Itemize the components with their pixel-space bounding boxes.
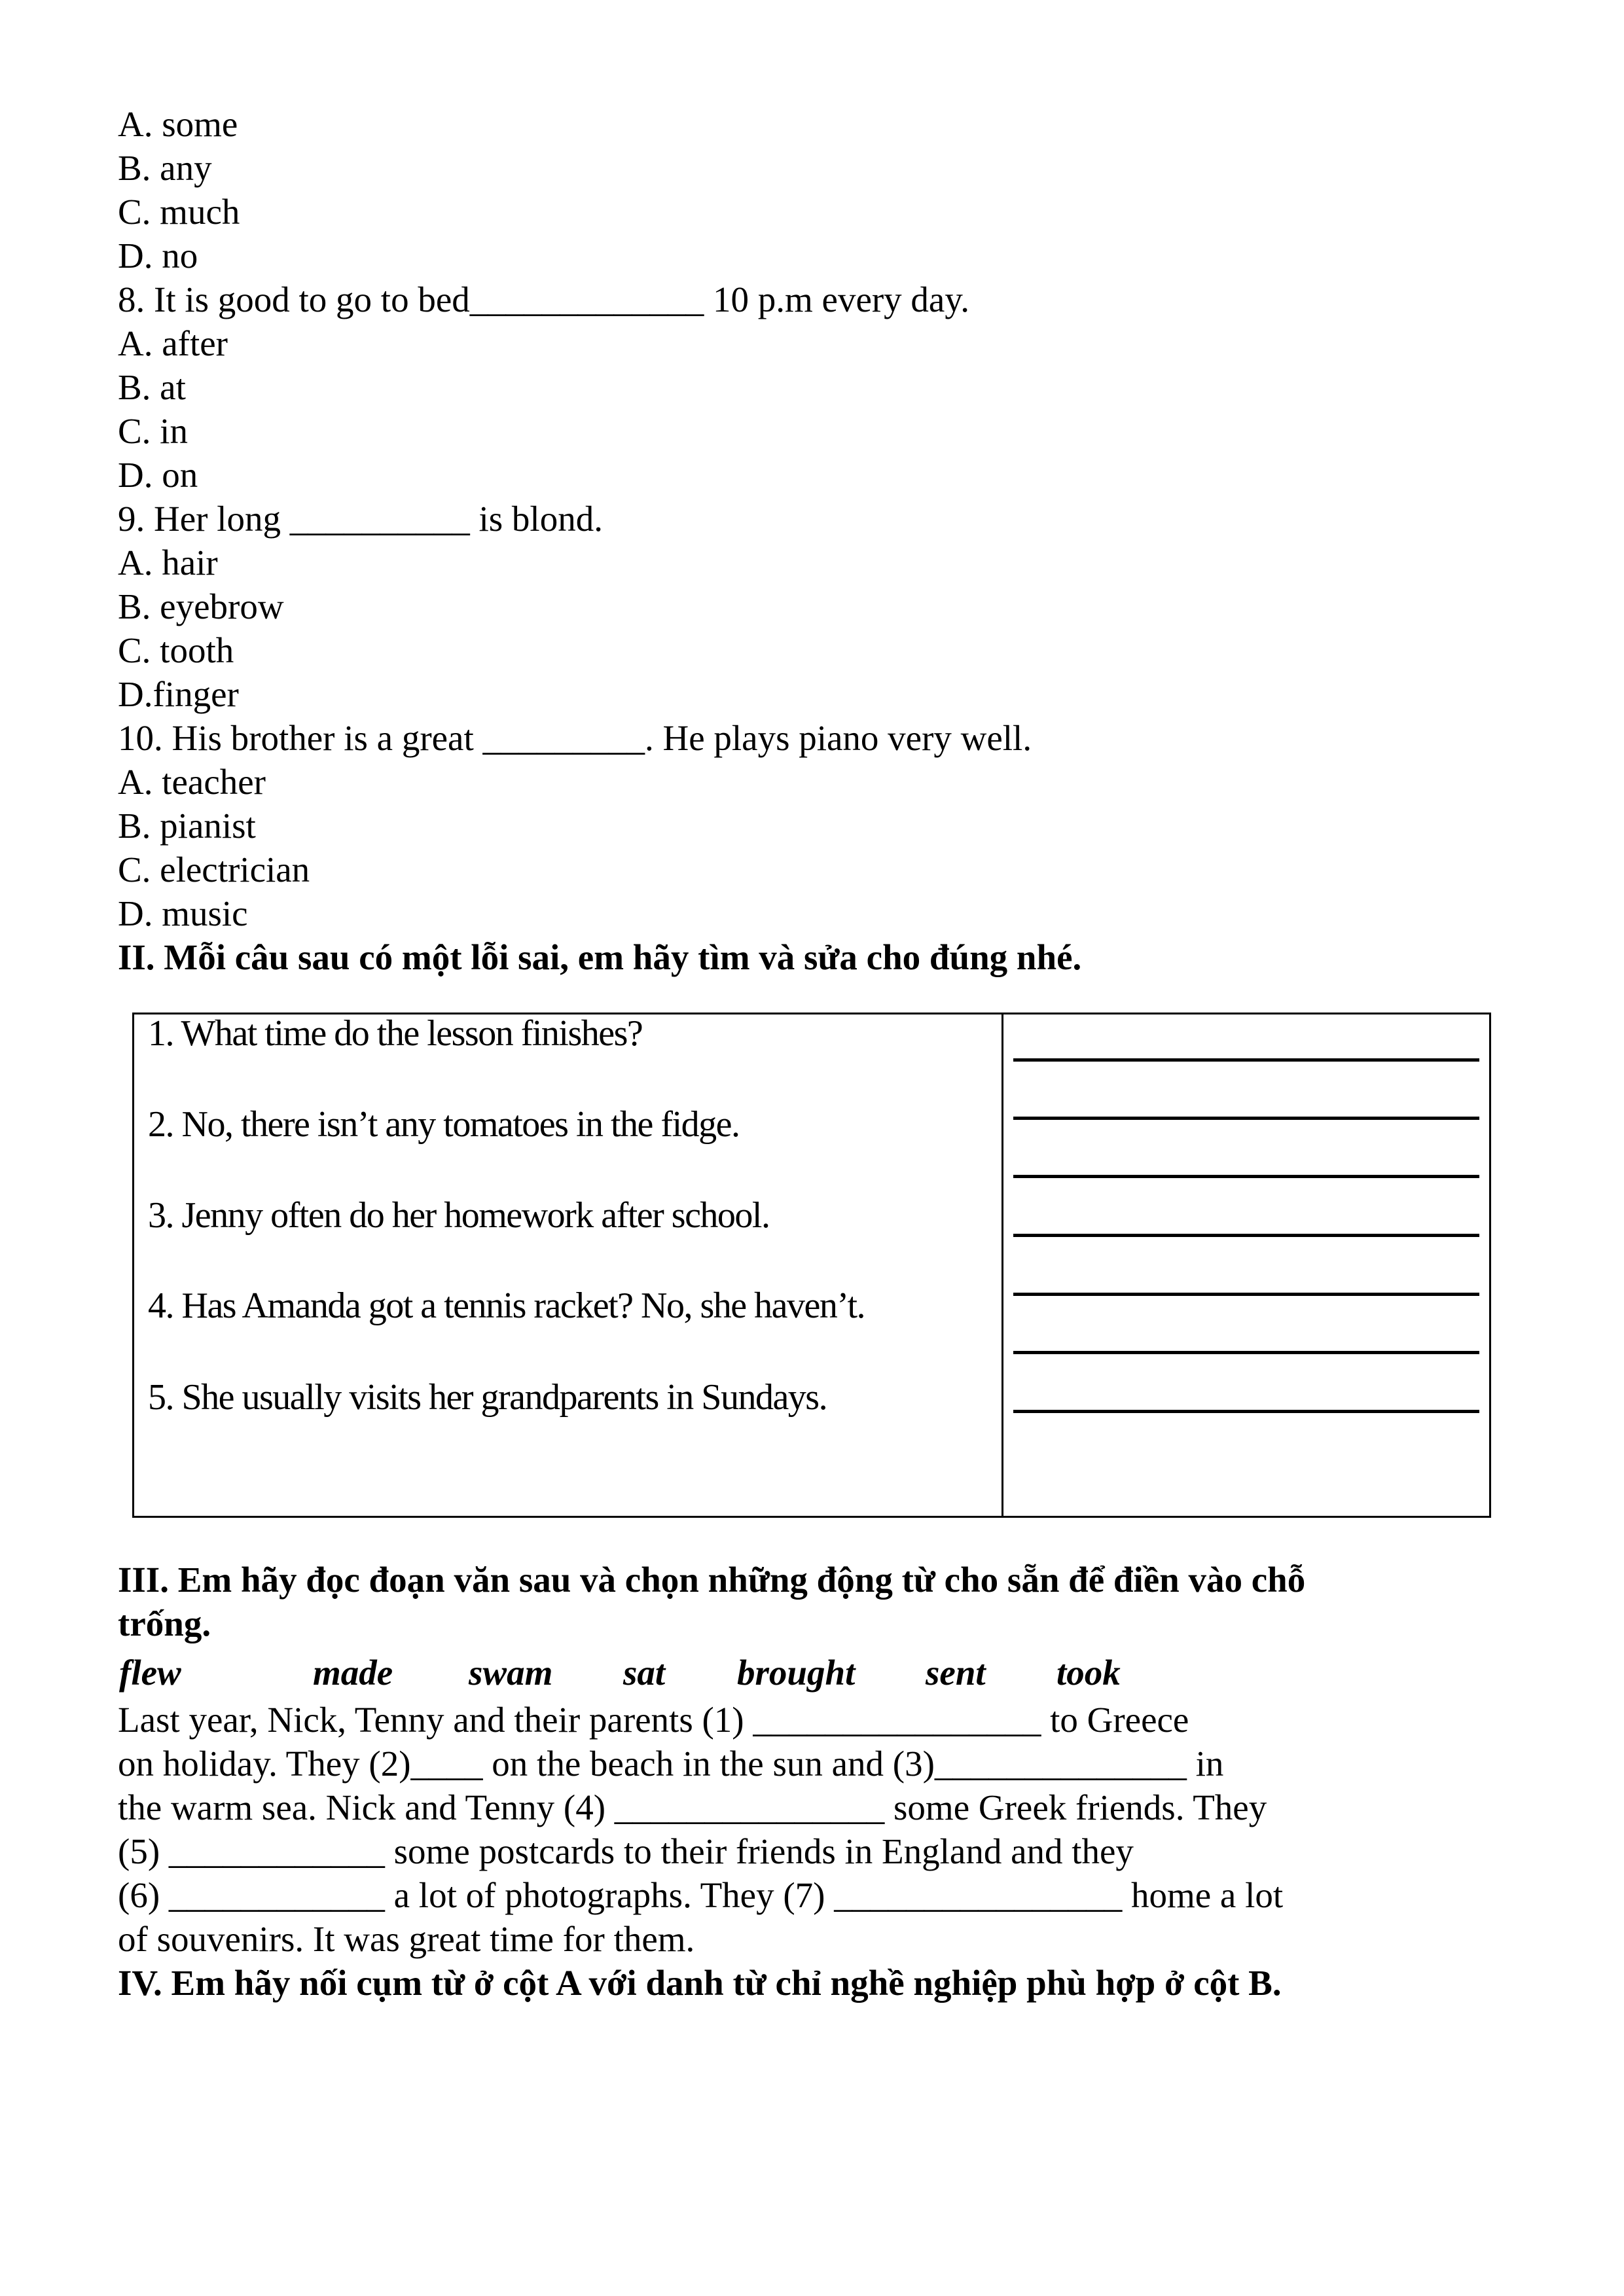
- q8-option-c: C. in: [118, 411, 188, 451]
- q8-option-b: B. at: [118, 367, 186, 407]
- verb-brought: brought: [737, 1653, 856, 1693]
- verb-swam: swam: [469, 1653, 553, 1693]
- q9-option-d: D.finger: [118, 674, 239, 714]
- q9-option-a: A. hair: [118, 543, 218, 583]
- verb-flew: flew: [119, 1653, 181, 1693]
- passage-line-5: (6) ____________ a lot of photographs. They (7) ________________ home a lot: [118, 1875, 1284, 1915]
- q10-option-a: A. teacher: [118, 762, 266, 802]
- q10-question: 10. His brother is a great _________. He plays piano very well.: [118, 718, 1032, 758]
- passage-line-2: on holiday. They (2)____ on the beach in the sun and (3)______________ in: [118, 1744, 1224, 1784]
- error-sentence-4: 4. Has Amanda got a tennis racket? No, she haven’t.: [148, 1285, 865, 1326]
- verb-took: took: [1056, 1653, 1121, 1693]
- q10-option-d: D. music: [118, 893, 248, 933]
- section-2-heading: II. Mỗi câu sau có một lỗi sai, em hãy tìm và sửa cho đúng nhé.: [118, 937, 1082, 977]
- q8-question: 8. It is good to go to bed_____________ 10 p.m every day.: [118, 279, 970, 319]
- error-sentence-5: 5. She usually visits her grandparents in Sundays.: [148, 1377, 827, 1418]
- section-3-heading-line-2: trống.: [118, 1604, 211, 1643]
- q7-option-a: A. some: [118, 104, 238, 144]
- q9-option-c: C. tooth: [118, 630, 234, 670]
- answer-line-3[interactable]: [1013, 1175, 1479, 1178]
- answer-line-4[interactable]: [1013, 1234, 1479, 1237]
- q7-option-c: C. much: [118, 192, 240, 232]
- q7-option-b: B. any: [118, 148, 212, 188]
- q9-option-b: B. eyebrow: [118, 586, 284, 626]
- answer-line-1[interactable]: [1013, 1058, 1479, 1062]
- passage-line-6: of souvenirs. It was great time for them.: [118, 1919, 695, 1959]
- answer-line-5[interactable]: [1013, 1293, 1479, 1296]
- answer-line-6[interactable]: [1013, 1351, 1479, 1354]
- verb-sent: sent: [926, 1653, 986, 1693]
- section-4-heading: IV. Em hãy nối cụm từ ở cột A với danh từ chỉ nghề nghiệp phù hợp ở cột B.: [118, 1963, 1282, 2003]
- passage-line-1: Last year, Nick, Tenny and their parents (1) ________________ to Greece: [118, 1700, 1189, 1740]
- error-correction-table: [132, 1013, 1491, 1518]
- section-3-heading-line-1: III. Em hãy đọc đoạn văn sau và chọn những động từ cho sẵn để điền vào chỗ: [118, 1560, 1306, 1600]
- q7-option-d: D. no: [118, 236, 198, 276]
- answer-line-2[interactable]: [1013, 1117, 1479, 1120]
- error-sentence-2: 2. No, there isn’t any tomatoes in the fidge.: [148, 1104, 740, 1145]
- q9-question: 9. Her long __________ is blond.: [118, 499, 603, 539]
- error-sentence-3: 3. Jenny often do her homework after school.: [148, 1195, 770, 1236]
- q10-option-c: C. electrician: [118, 850, 310, 889]
- error-sentence-1: 1. What time do the lesson finishes?: [148, 1013, 643, 1054]
- q8-option-a: A. after: [118, 323, 228, 363]
- table-column-divider: [1001, 1013, 1003, 1518]
- passage-line-4: (5) ____________ some postcards to their friends in England and they: [118, 1831, 1134, 1871]
- verb-made: made: [313, 1653, 393, 1693]
- q8-option-d: D. on: [118, 455, 198, 495]
- passage-line-3: the warm sea. Nick and Tenny (4) _______________ some Greek friends. They: [118, 1787, 1267, 1827]
- q10-option-b: B. pianist: [118, 806, 256, 846]
- answer-line-7[interactable]: [1013, 1410, 1479, 1413]
- verb-sat: sat: [623, 1653, 666, 1693]
